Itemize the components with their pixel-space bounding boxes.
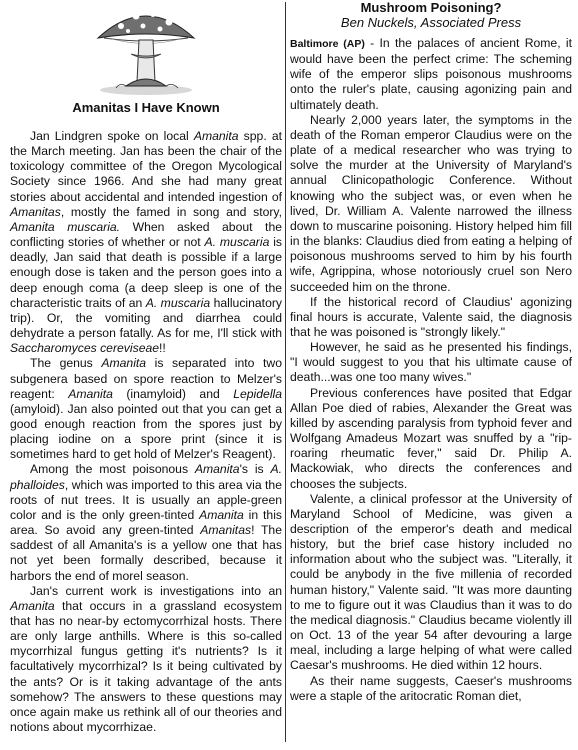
- paragraph-text: - In the palaces of ancient Rome, it would have been the perfect crime: The scheming wife of the emperor slips poisonous mushrooms onto the ruler's plate, causing agonizing pain and ultimately death.: [290, 36, 572, 112]
- article-paragraph: [10, 129, 282, 356]
- article-paragraph: [10, 462, 282, 583]
- paragraph-text: hallucinatory trip). Or, the vomiting and diarrhea could dehydrate a person fatally. As for me, I'll stick with: [10, 295, 282, 341]
- article-paragraph: As their name suggests, Caeser's mushrooms were a staple of the aritocratic Roman diet,: [290, 673, 572, 703]
- article-header: [290, 0, 572, 30]
- article-paragraph: [10, 356, 282, 462]
- amanita-mushroom-illustration: [86, 4, 206, 96]
- italic-term: Amanitas: [10, 204, 61, 219]
- paragraph-text: Jan's current work is investigations into an: [30, 583, 282, 598]
- article-title: Mushroom Poisoning?: [360, 0, 502, 15]
- italic-term: Amanita: [193, 129, 239, 143]
- italic-term: A. muscaria: [145, 295, 211, 310]
- paragraph-text: , which was imported to this area via the roots of nut trees. It is usually an apple-green color and is the only green-tinted: [10, 477, 282, 522]
- article-paragraph: If the historical record of Claudius' agonizing final hours is accurate, Valente said, the diagnosis that he was poisoned is "strongly likely.": [290, 294, 572, 339]
- paragraph-text: spp. at the March meeting. Jan has been the chair of the toxicology committee of the Oregon Mycological Society since 1966. And she had many great stories about accidental and intended ingestion of: [10, 129, 282, 204]
- right-column: [290, 0, 572, 704]
- article-paragraph: Nearly 2,000 years later, the symptoms in the death of the Roman emperor Claudius were on the plate of a medical researcher who was trying to solve the murder at the University of Maryland's annual Clinicopathologic Conference. Without knowing who the subject was, or even when he lived, Dr. William A. Valente narrowed the illness down to muscarine poisoning. History helped him fill in the blanks: Claudius died from eating a helping of poisonous mushrooms served to him by his fourth wife, Agrippina, whose notoriously cruel son Nero succeeded him on the throne.: [290, 112, 572, 294]
- paragraph-text: Jan Lindgren spoke on local: [30, 129, 194, 143]
- italic-term: Amanita muscaria.: [10, 219, 121, 234]
- left-column: [10, 0, 282, 735]
- paragraph-text: that occurs in a grassland ecosystem that has no near-by ectomycorrhizal hosts. There are only large anthills. Where is this so-called mycorrhizal fungus getting it's nutrients? Is it facultatively mycorrhizal? Is it being cultivated by the ants? Or is it taking advantage of the ants somehow? The answers to these questions may once again make us rethink all of our theories and notions about mycorrhizae.: [10, 598, 282, 735]
- dateline: Baltimore (AP): [290, 38, 365, 50]
- paragraph-text: in this area. So avoid any green-tinted: [10, 507, 282, 538]
- article-paragraph: Previous conferences have posited that Edgar Allan Poe died of rabies, Alexander the Great was killed by ascending paralysis from typhoid fever and Wolfgang Amadeus Mozart was snuffed by a "rip-roaring rheumatic fever," said Dr. Philip A. Mackowiak, who directs the conferences and chooses the subjects.: [290, 385, 572, 491]
- italic-term: Saccharomyces cereviseae: [10, 341, 160, 356]
- column-divider: [285, 2, 286, 742]
- paragraph-text: When asked about the conflicting stories of whether or not: [10, 219, 282, 250]
- article-paragraph: Valente, a clinical professor at the University of Maryland School of Medicine, was given a description of the emperor's death and medical history, but the brief case history included no information about who the subject was. "Literally, it could be anybody in the five millenia of recorded human history," Valente said. "It was more daunting to me to figure out it was Claudius than it was to do the medical diagnosis." Claudius became violently ill on Oct. 13 of the year 54 after devouring a large meal, including a large helping of what were called Caesar's mushrooms. He died within 12 hours.: [290, 491, 572, 673]
- italic-term: A. phalloides: [10, 462, 282, 492]
- paragraph-text: Among the most poisonous: [30, 462, 195, 477]
- italic-term: Amanita: [194, 462, 240, 477]
- italic-term: Amanita: [68, 386, 113, 401]
- article-paragraph: [290, 36, 572, 113]
- italic-term: Lepidella: [233, 386, 283, 401]
- paragraph-text: , mostly the famed in song and story,: [60, 204, 282, 219]
- article-title: Amanitas I Have Known: [72, 100, 220, 115]
- italic-term: A. muscaria: [204, 235, 270, 250]
- paragraph-text: is deadly, Jan said that death is possible if a large enough dose is taken and the person goes into a deep enough coma (a deep sleep is one of the characteristic traits of an: [10, 235, 282, 310]
- paragraph-text: is separated into two subgenera based on spore reaction to Melzer's reagent:: [10, 356, 282, 401]
- paragraph-text: The genus: [30, 356, 102, 371]
- italic-term: Amanita: [101, 356, 147, 371]
- paragraph-text: ! The saddest of all Amanita's is a yellow one that has not yet been formally described, because it harbors the end of morel season.: [10, 523, 282, 583]
- paragraph-text: 's is: [239, 462, 271, 477]
- byline: Ben Nuckels, Associated Press: [340, 15, 522, 30]
- italic-term: Amanita: [10, 598, 55, 613]
- article-paragraph: However, he said as he presented his findings, "I would suggest to you that his ultimate cause of death...was one too many wives.": [290, 340, 572, 385]
- italic-term: Amanita: [199, 507, 244, 522]
- italic-term: Amanitas: [200, 523, 252, 538]
- paragraph-text: (inamyloid) and: [112, 386, 234, 401]
- paragraph-text: !!: [159, 341, 166, 356]
- paragraph-text: (amyloid). Jan also pointed out that you can get a good enough reaction from the spores just by placing iodine on a spore print (since it is sometimes hard to get hold of Melzer's Reagent).: [10, 401, 282, 462]
- article-paragraph: [10, 584, 282, 736]
